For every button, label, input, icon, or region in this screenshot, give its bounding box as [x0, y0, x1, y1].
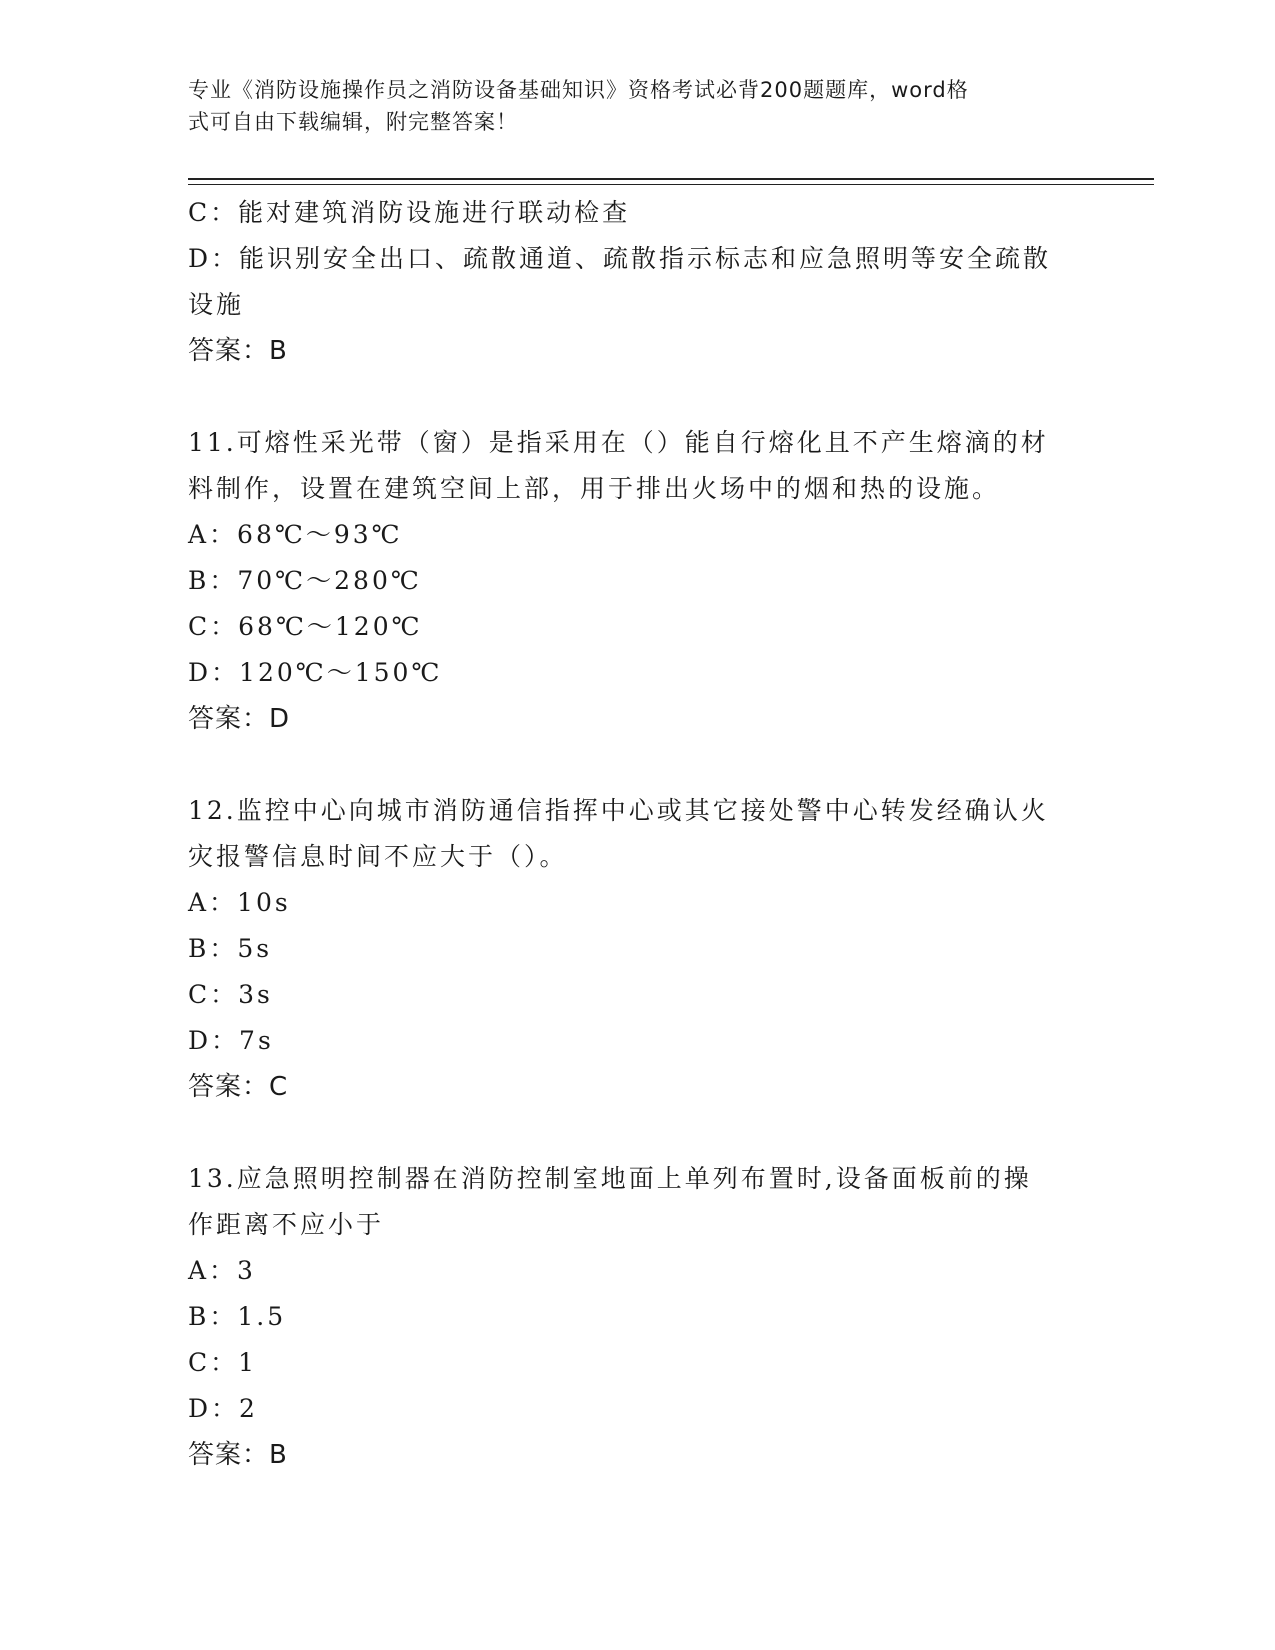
header-rule-thin [188, 184, 1154, 185]
question-list [188, 190, 1088, 1478]
question-11 [188, 420, 1088, 742]
header-line-2: 式可自由下载编辑，附完整答案！ [188, 110, 518, 134]
header-line-1: 专业《消防设施操作员之消防设备基础知识》资格考试必背200题题库，word格 [188, 78, 969, 102]
option-a: A：3 [188, 1256, 256, 1285]
header-rule-thick [188, 178, 1154, 180]
answer: 答案：B [188, 1440, 288, 1470]
question-12 [188, 788, 1088, 1110]
option-d-continued: 设施 [188, 290, 245, 319]
option-d: D：7s [188, 1026, 274, 1055]
option-d: D：120℃～150℃ [188, 658, 443, 687]
option-c: C：3s [188, 980, 273, 1009]
question-13 [188, 1156, 1088, 1478]
option-d: D：2 [188, 1394, 258, 1423]
option-c: C：68℃～120℃ [188, 612, 423, 641]
option-b: B：1.5 [188, 1302, 287, 1331]
option-c: C：能对建筑消防设施进行联动检查 [188, 198, 631, 227]
question-stem-continued: 料制作，设置在建筑空间上部，用于排出火场中的烟和热的设施。 [188, 474, 1001, 503]
question-stem-continued: 灾报警信息时间不应大于（）。 [188, 842, 568, 871]
question-stem: 13.应急照明控制器在消防控制室地面上单列布置时,设备面板前的操 [188, 1164, 1032, 1193]
option-c: C：1 [188, 1348, 258, 1377]
question-stem-continued: 作距离不应小于 [188, 1210, 385, 1239]
option-b: B：5s [188, 934, 273, 963]
question-stem: 11.可熔性采光带（窗）是指采用在（）能自行熔化且不产生熔滴的材 [188, 428, 1049, 457]
answer: 答案：D [188, 704, 291, 734]
question-10-tail [188, 190, 1088, 374]
question-stem: 12.监控中心向城市消防通信指挥中心或其它接处警中心转发经确认火 [188, 796, 1049, 825]
spacer [188, 742, 1088, 788]
option-b: B：70℃～280℃ [188, 566, 422, 595]
option-d: D：能识别安全出口、疏散通道、疏散指示标志和应急照明等安全疏散 [188, 244, 1052, 273]
answer: 答案：C [188, 1072, 289, 1102]
document-header [188, 74, 1068, 138]
answer: 答案：B [188, 336, 288, 366]
spacer [188, 1110, 1088, 1156]
option-a: A：10s [188, 888, 291, 917]
option-a: A：68℃～93℃ [188, 520, 403, 549]
spacer [188, 374, 1088, 420]
